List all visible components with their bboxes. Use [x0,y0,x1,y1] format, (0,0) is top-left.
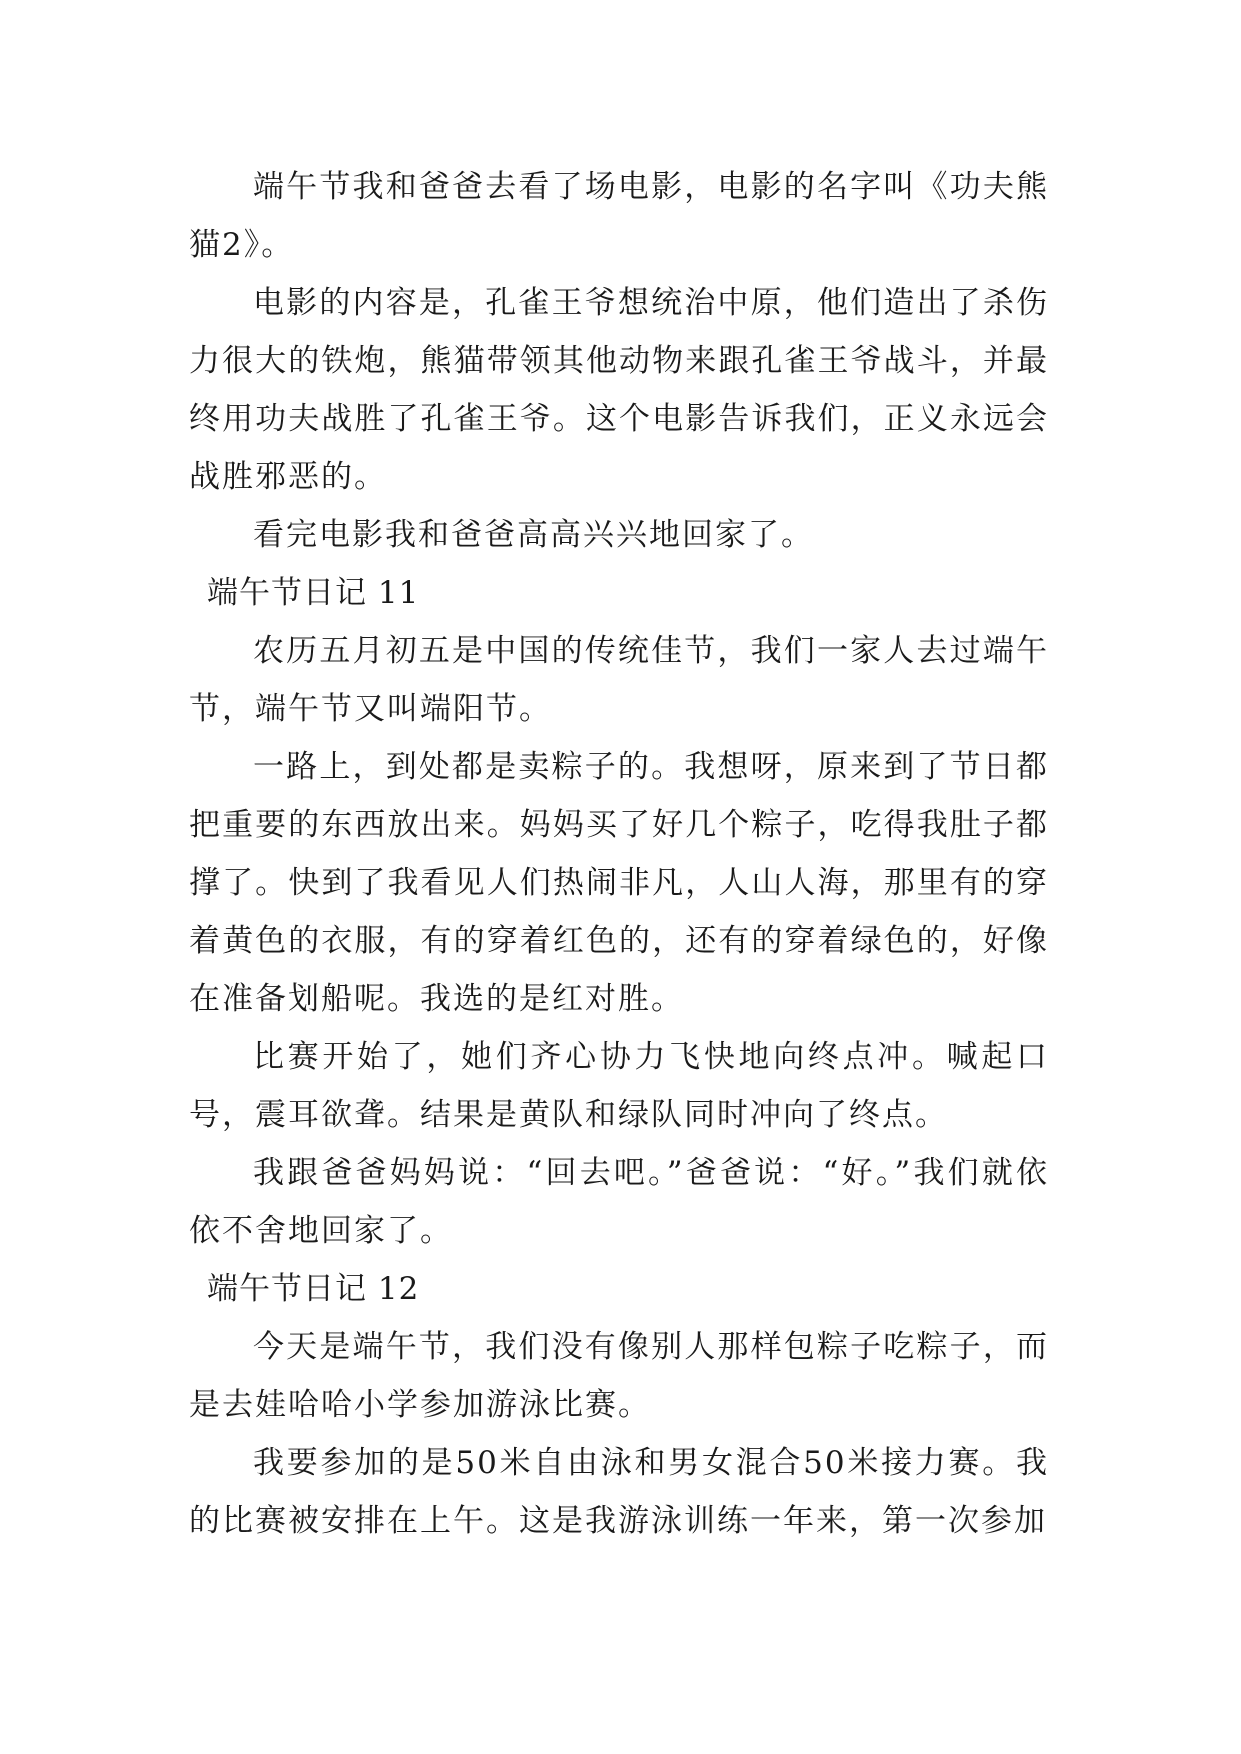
paragraph: 端午节我和爸爸去看了场电影，电影的名字叫《功夫熊猫2》。 [189,169,1049,263]
paragraph: 比赛开始了，她们齐心协力飞快地向终点冲。喊起口号，震耳欲聋。结果是黄队和绿队同时冲向了终点。 [189,1039,1049,1133]
section-heading: 端午节日记 12 [207,1271,420,1307]
document-body [189,158,1049,1550]
paragraph: 今天是端午节，我们没有像别人那样包粽子吃粽子，而是去娃哈哈小学参加游泳比赛。 [189,1329,1049,1423]
paragraph: 农历五月初五是中国的传统佳节，我们一家人去过端午节，端午节又叫端阳节。 [189,633,1049,727]
paragraph: 电影的内容是，孔雀王爷想统治中原，他们造出了杀伤力很大的铁炮，熊猫带领其他动物来跟孔雀王爷战斗，并最终用功夫战胜了孔雀王爷。这个电影告诉我们，正义永远会战胜邪恶的。 [189,285,1049,495]
paragraph: 看完电影我和爸爸高高兴兴地回家了。 [253,517,814,553]
paragraph: 一路上，到处都是卖粽子的。我想呀，原来到了节日都把重要的东西放出来。妈妈买了好几个粽子，吃得我肚子都撑了。快到了我看见人们热闹非凡，人山人海，那里有的穿着黄色的衣服，有的穿着红色的，还有的穿着绿色的，好像在准备划船呢。我选的是红对胜。 [189,749,1049,1017]
section-heading: 端午节日记 11 [207,575,420,611]
paragraph: 我跟爸爸妈妈说：“回去吧。”爸爸说：“好。”我们就依依不舍地回家了。 [189,1155,1049,1249]
paragraph: 我要参加的是50米自由泳和男女混合50米接力赛。我的比赛被安排在上午。这是我游泳训练一年来，第一次参加 [189,1445,1049,1539]
